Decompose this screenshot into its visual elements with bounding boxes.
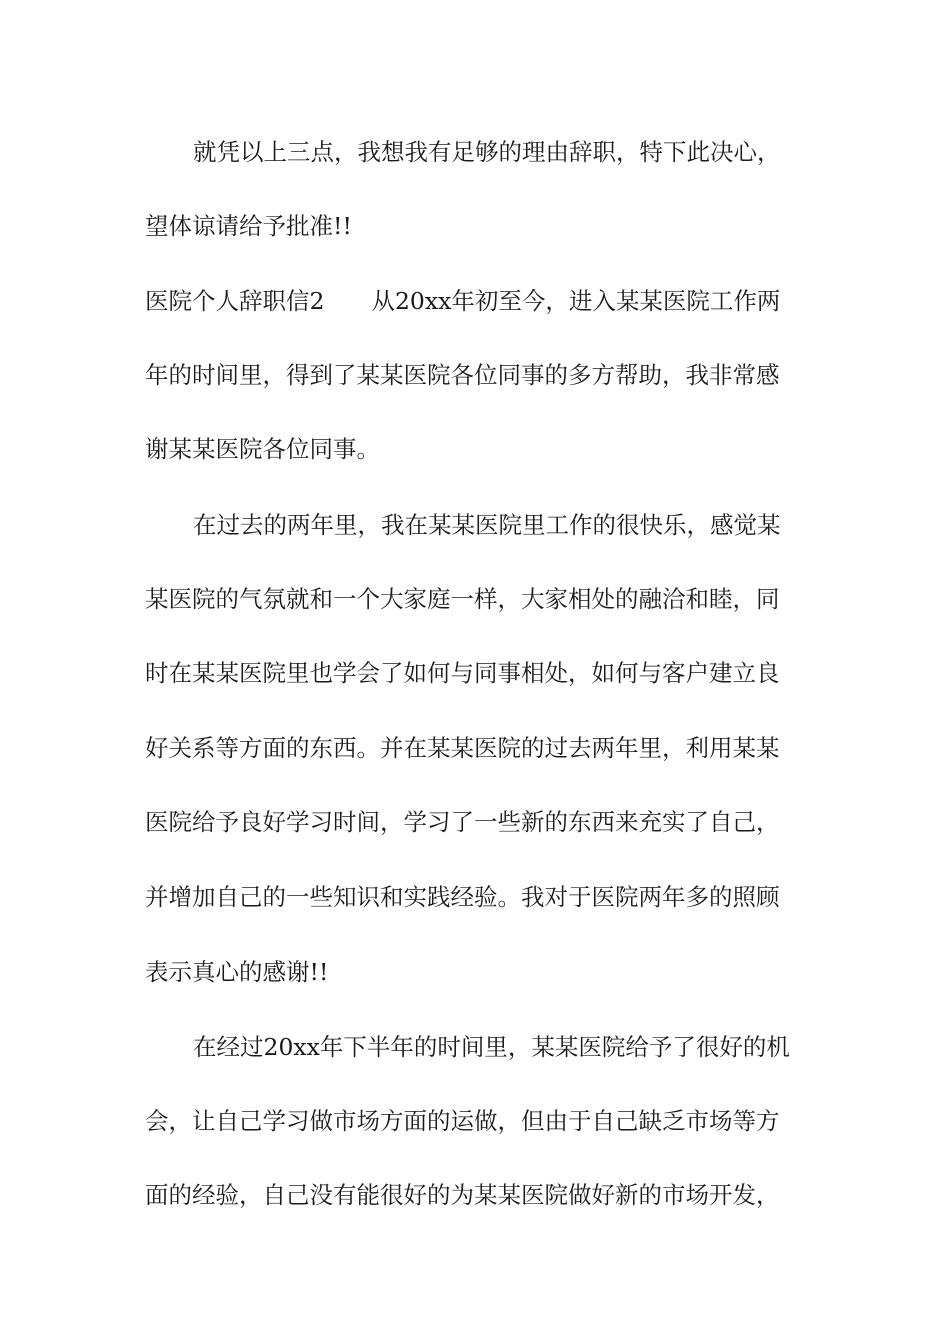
text-line-11: 并增加自己的一些知识和实践经验。我对于医院两年多的照顾 — [145, 883, 780, 911]
text-line-8: 时在某某医院里也学会了如何与同事相处，如何与客户建立良 — [145, 659, 780, 687]
text-line-7: 某医院的气氛就和一个大家庭一样，大家相处的融洽和睦，同 — [145, 585, 780, 613]
text-line-10: 医院给予良好学习时间，学习了一些新的东西来充实了自己， — [145, 808, 780, 836]
text-line-13: 在经过20xx年下半年的时间里，某某医院给予了很好的机 — [193, 1033, 790, 1061]
text-line-3: 医院个人辞职信2 从20xx年初至今，进入某某医院工作两 — [145, 287, 781, 315]
text-line-6: 在过去的两年里，我在某某医院里工作的很快乐，感觉某 — [193, 511, 781, 539]
text-line-2: 望体谅请给予批准!! — [145, 212, 352, 240]
text-line-12: 表示真心的感谢!! — [145, 958, 329, 986]
text-line-5: 谢某某医院各位同事。 — [145, 435, 380, 463]
text-line-9: 好关系等方面的东西。并在某某医院的过去两年里，利用某某 — [145, 734, 780, 762]
text-line-1: 就凭以上三点，我想我有足够的理由辞职，特下此决心， — [193, 138, 781, 166]
text-line-14: 会，让自己学习做市场方面的运做，但由于自己缺乏市场等方 — [145, 1107, 780, 1135]
text-line-15: 面的经验，自己没有能很好的为某某医院做好新的市场开发， — [145, 1181, 780, 1209]
text-line-4: 年的时间里，得到了某某医院各位同事的多方帮助，我非常感 — [145, 361, 780, 389]
